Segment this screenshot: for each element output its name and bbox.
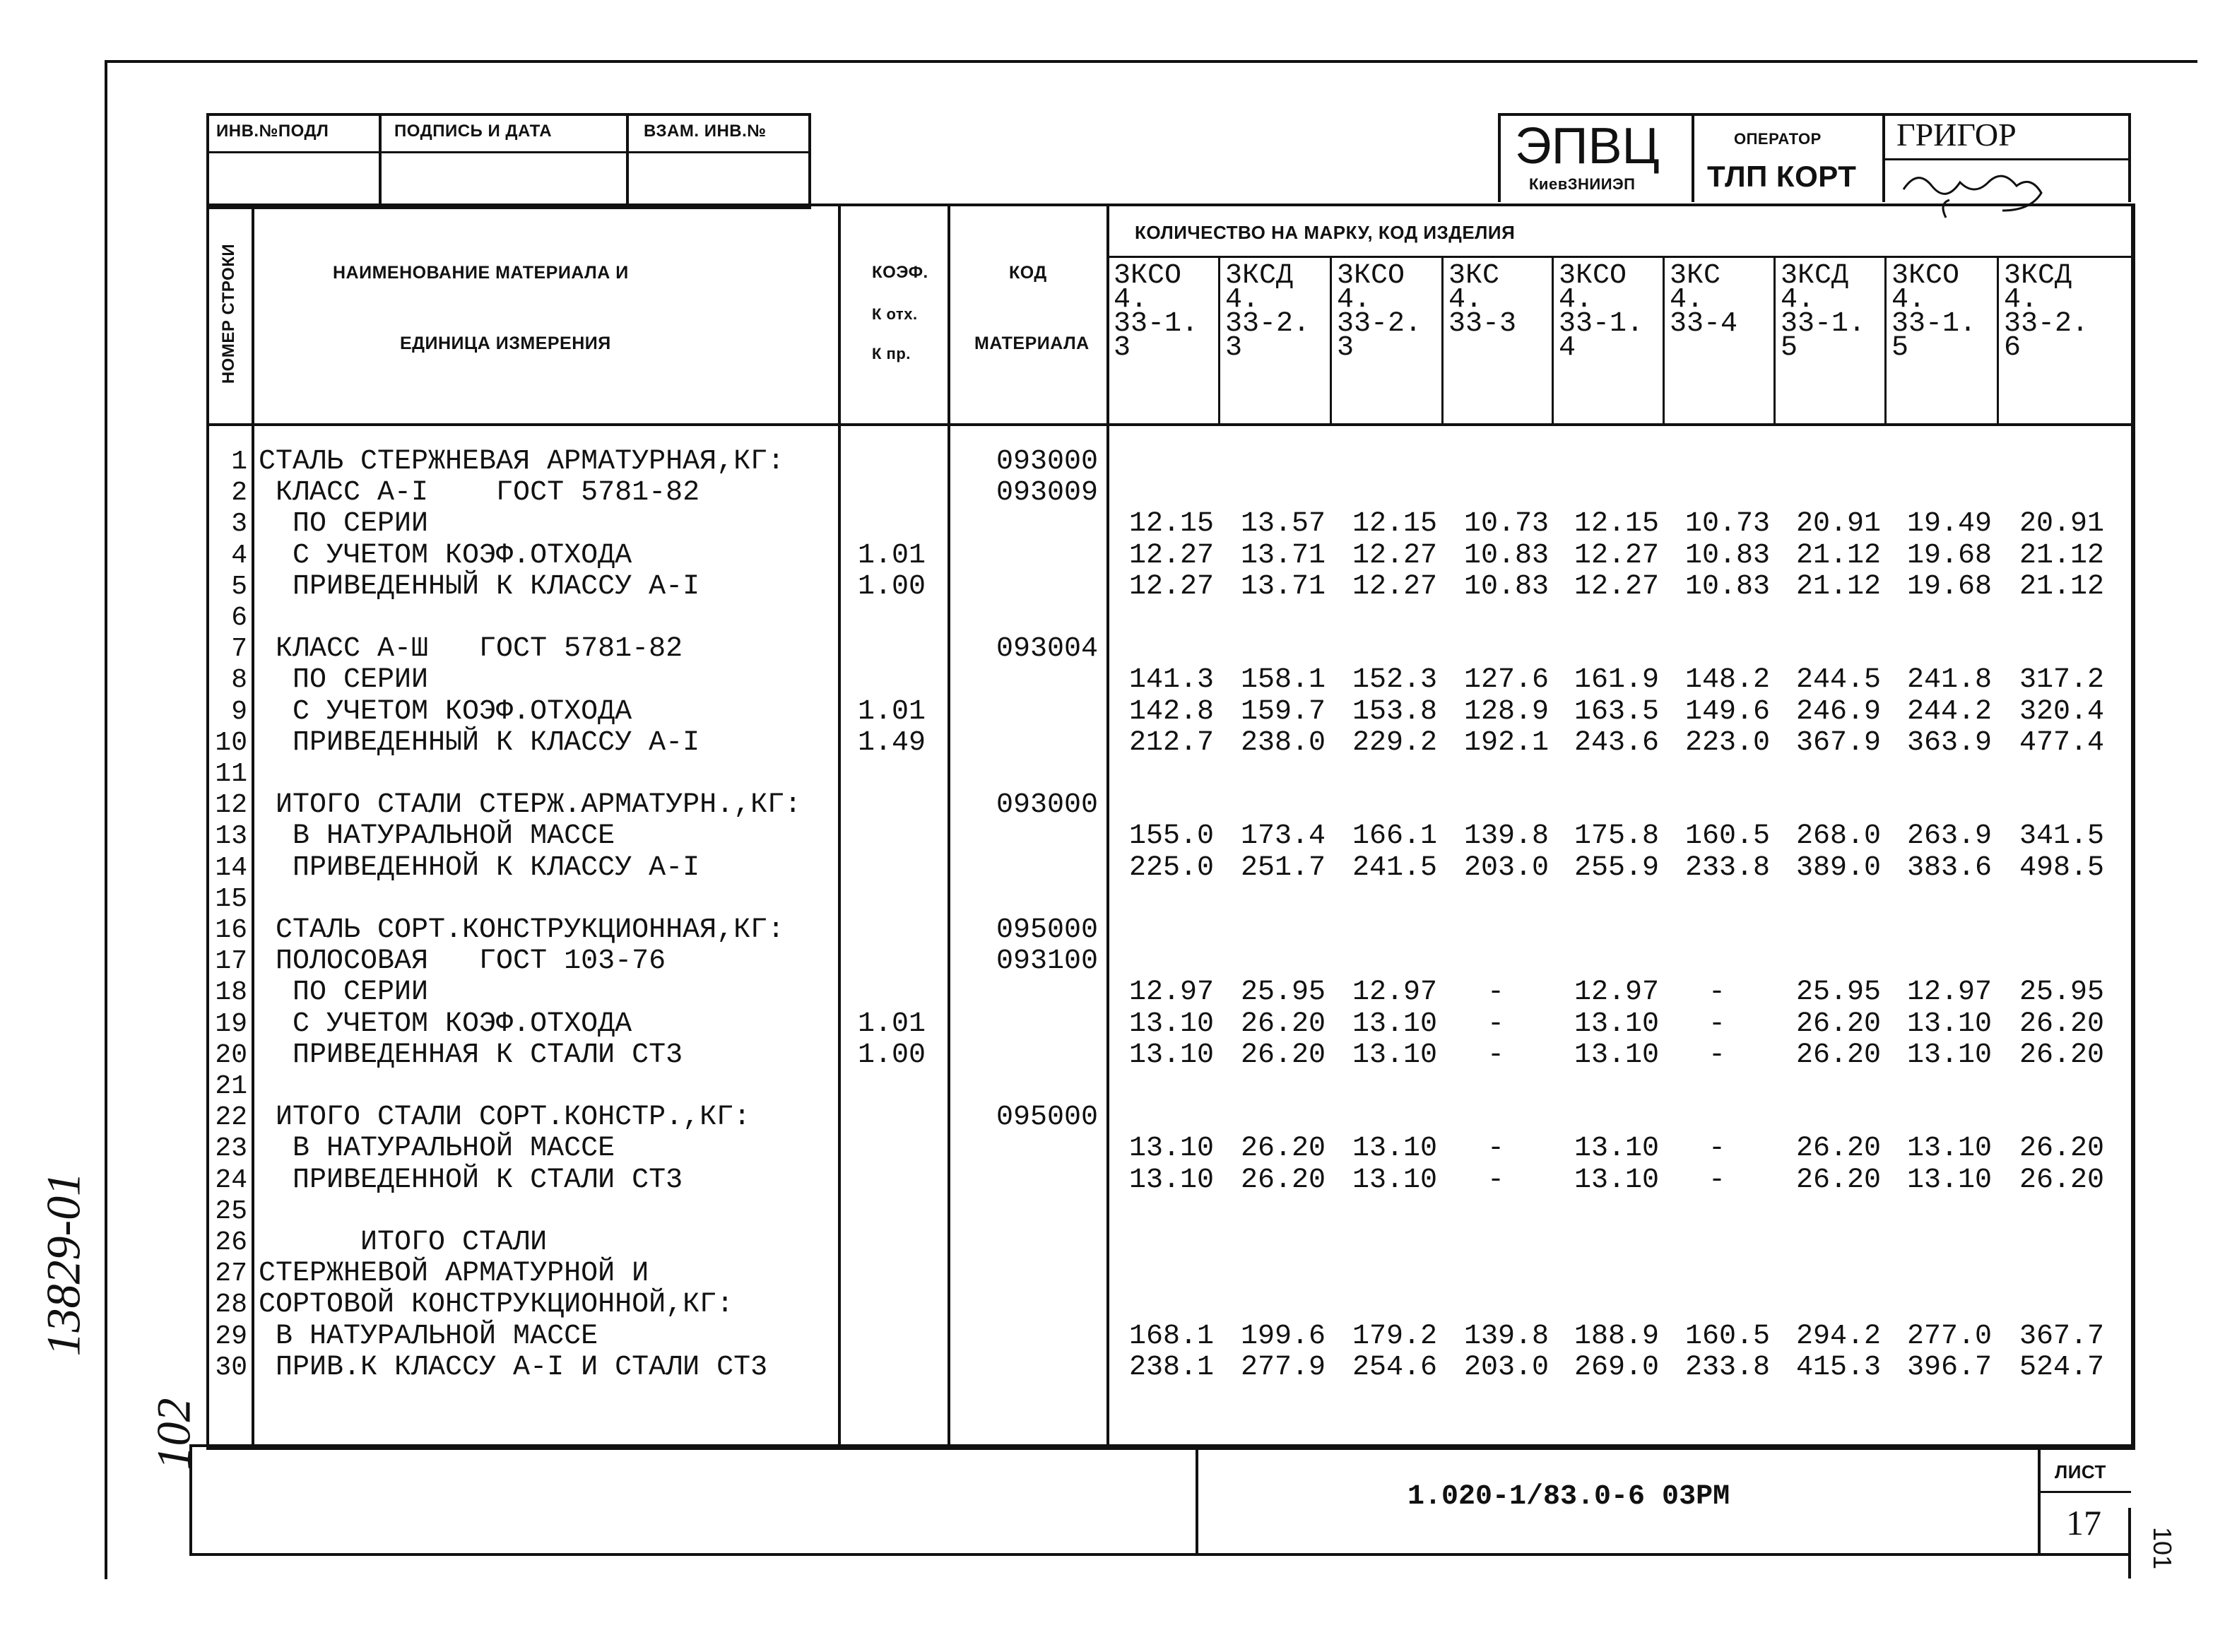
frame-left-line [105,60,107,1579]
quantity-cell: 238.0 [1240,726,1326,759]
table-body [209,447,2131,1436]
quantity-cell: 12.27 [1574,570,1659,603]
quantity-cell: 13.71 [1240,539,1326,572]
quantity-cell: 26.20 [1240,1039,1326,1071]
quantity-cell: 13.10 [1128,1133,1214,1165]
quantity-cell: 10.73 [1463,508,1549,541]
material-code-cell: 093100 [996,945,1098,978]
row-number: 20 [215,1039,247,1070]
quantity-cell: 26.20 [1795,1039,1881,1071]
title-block [1498,113,2131,202]
quantity-cell: 25.95 [2019,977,2104,1009]
row-number: 24 [215,1164,247,1196]
row-number: 14 [215,852,247,883]
quantity-cell: 294.2 [1795,1320,1881,1352]
coefficient-cell: 1.00 [857,570,926,603]
material-code-cell: 093004 [996,633,1098,666]
quantity-cell: 10.83 [1463,570,1549,603]
quantity-cell: 10.83 [1463,539,1549,572]
quantity-cell: 367.9 [1795,726,1881,759]
quantity-cell: 203.0 [1463,851,1549,884]
quantity-cell: 244.2 [1906,695,1992,728]
material-name-cell: ПО СЕРИИ [259,977,429,1009]
quantity-cell: 148.2 [1684,664,1770,697]
row-number: 29 [215,1321,247,1352]
quantity-cell: 26.20 [1240,1164,1326,1196]
quantity-cell: 141.3 [1128,664,1214,697]
quantity-cell: 26.20 [2019,1039,2104,1071]
material-name-cell: В НАТУРАЛЬНОЙ МАССЕ [259,1133,615,1165]
row-number: 17 [215,946,247,977]
quantity-cell: - [1487,1133,1504,1165]
quantity-cell: 12.97 [1574,977,1659,1009]
quantity-cell: - [1708,1039,1725,1071]
material-name-cell: ПРИВЕДЕННОЙ К КЛАССУ А-I [259,851,700,884]
quantity-cell: 13.10 [1352,1008,1437,1040]
material-name-cell: С УЧЕТОМ КОЭФ.ОТХОДА [259,1008,632,1040]
quantity-cell: 159.7 [1240,695,1326,728]
quantity-cell: 12.15 [1574,508,1659,541]
quantity-cell: 21.12 [1795,539,1881,572]
quantity-cell: 26.20 [1795,1164,1881,1196]
quantity-cell: 229.2 [1352,726,1437,759]
org-sub: КиевЗНИИЭП [1529,175,1636,193]
quantity-cell: 13.10 [1906,1164,1992,1196]
quantity-cell: 277.0 [1906,1320,1992,1352]
quantity-cell: 128.9 [1463,695,1549,728]
quantity-cell: 139.8 [1463,820,1549,853]
quantity-cell: 12.27 [1128,570,1214,603]
material-name-cell: ПРИВЕДЕННЫЙ К КЛАССУ А-I [259,726,700,759]
quantity-cell: 26.20 [2019,1164,2104,1196]
product-column-header: 3КСО 4. 33-1. 3 [1114,260,1199,364]
quantity-cell: 161.9 [1574,664,1659,697]
quantity-cell: 173.4 [1240,820,1326,853]
row-number: 10 [215,727,247,758]
quantity-cell: 524.7 [2019,1351,2104,1383]
quantity-cell: 155.0 [1128,820,1214,853]
quantity-cell: 21.12 [2019,570,2104,603]
row-number-header: НОМЕР СТРОКИ [219,243,238,384]
quantity-cell: 21.12 [1795,570,1881,603]
stamp-vzam-inv: ВЗАМ. ИНВ.№ [644,122,767,141]
quantity-cell: - [1487,1008,1504,1040]
quantity-cell: 13.10 [1128,1039,1214,1071]
quantity-cell: 246.9 [1795,695,1881,728]
quantity-cell: 269.0 [1574,1351,1659,1383]
quantity-cell: 153.8 [1352,695,1437,728]
material-code-cell: 095000 [996,914,1098,946]
material-name-cell: СТАЛЬ СТЕРЖНЕВАЯ АРМАТУРНАЯ,КГ: [259,446,785,478]
sheet-number: 17 [2066,1503,2101,1542]
product-column-header: 3КСД 4. 33-2. 3 [1225,260,1311,364]
quantity-cell: 20.91 [2019,508,2104,541]
quantity-cell: 25.95 [1240,977,1326,1009]
quantity-cell: 149.6 [1684,695,1770,728]
quantity-cell: 13.10 [1352,1164,1437,1196]
quantity-cell: 13.10 [1574,1039,1659,1071]
quantity-cell: 142.8 [1128,695,1214,728]
quantity-cell: 238.1 [1128,1351,1214,1383]
quantity-cell: 158.1 [1240,664,1326,697]
row-number: 13 [215,821,247,852]
material-name-cell: ПО СЕРИИ [259,508,429,541]
quantity-cell: 199.6 [1240,1320,1326,1352]
quantity-cell: 263.9 [1906,820,1992,853]
quantity-cell: 241.5 [1352,851,1437,884]
product-column-header: 3КСО 4. 33-2. 3 [1337,260,1422,364]
quantity-cell: 139.8 [1463,1320,1549,1352]
quantity-cell: 383.6 [1906,851,1992,884]
quantity-cell: - [1708,1008,1725,1040]
product-column-header: 3КС 4. 33-4 [1670,260,1738,340]
quantity-cell: 251.7 [1240,851,1326,884]
row-number: 26 [215,1227,247,1258]
quantity-cell: 13.10 [1574,1164,1659,1196]
row-number: 6 [231,603,247,633]
quantity-cell: 254.6 [1352,1351,1437,1383]
quantity-cell: 12.27 [1574,539,1659,572]
material-name-cell: С УЧЕТОМ КОЭФ.ОТХОДА [259,539,632,572]
quantity-cell: - [1708,977,1725,1009]
row-number: 18 [215,977,247,1008]
quantity-cell: 160.5 [1684,820,1770,853]
row-number: 4 [231,540,247,571]
operator-value: ТЛП КОРТ [1707,160,1857,193]
quantity-cell: 26.20 [1240,1133,1326,1165]
quantity-cell: 13.10 [1906,1039,1992,1071]
operator-label: ОПЕРАТОР [1734,130,1822,148]
quantity-cell: 10.73 [1684,508,1770,541]
quantity-cell: 20.91 [1795,508,1881,541]
quantity-cell: 268.0 [1795,820,1881,853]
org-name: ЭПВЦ [1515,118,1660,175]
quantity-cell: 320.4 [2019,695,2104,728]
quantity-cell: 19.68 [1906,570,1992,603]
corner-tick [2128,1508,2131,1579]
quantity-cell: 415.3 [1795,1351,1881,1383]
quantity-cell: 26.20 [2019,1008,2104,1040]
quantity-cell: 192.1 [1463,726,1549,759]
quantity-cell: 166.1 [1352,820,1437,853]
quantity-cell: 12.27 [1128,539,1214,572]
quantity-cell: 26.20 [1795,1133,1881,1165]
material-name-cell: ПРИВЕДЕННАЯ К СТАЛИ СТ3 [259,1039,683,1071]
row-number: 16 [215,915,247,945]
quantity-cell: 233.8 [1684,851,1770,884]
quantity-cell: 244.5 [1795,664,1881,697]
stamp-inv-podl: ИНВ.№ПОДЛ [216,122,329,141]
material-name-cell: ПРИВ.К КЛАССУ А-I И СТАЛИ СТ3 [259,1351,768,1383]
quantity-cell: 10.83 [1684,539,1770,572]
quantity-cell: 13.10 [1352,1039,1437,1071]
quantity-cell: 212.7 [1128,726,1214,759]
quantity-cell: 26.20 [1240,1008,1326,1040]
quantity-cell: 168.1 [1128,1320,1214,1352]
material-name-cell: ИТОГО СТАЛИ СОРТ.КОНСТР.,КГ: [259,1102,751,1134]
quantity-cell: 175.8 [1574,820,1659,853]
quantity-cell: 241.8 [1906,664,1992,697]
product-column-header: 3КС 4. 33-3 [1448,260,1517,340]
material-name-cell: КЛАСС А-Ш ГОСТ 5781-82 [259,633,683,666]
quantity-cell: 13.71 [1240,570,1326,603]
material-code-cell: 093009 [996,477,1098,509]
quantity-cell: 243.6 [1574,726,1659,759]
material-code-cell: 095000 [996,1102,1098,1134]
quantity-cell: 12.97 [1352,977,1437,1009]
quantity-cell: 179.2 [1352,1320,1437,1352]
margin-page: 102 [146,1398,201,1470]
quantity-header: КОЛИЧЕСТВО НА МАРКУ, КОД ИЗДЕЛИЯ [1135,222,1516,243]
material-name-cell: ИТОГО СТАЛИ СТЕРЖ.АРМАТУРН.,КГ: [259,789,802,822]
row-number: 2 [231,478,247,509]
quantity-cell: 163.5 [1574,695,1659,728]
coef-header-3: К пр. [872,345,911,362]
row-number: 19 [215,1008,247,1039]
row-number: 25 [215,1196,247,1227]
material-name-cell: СОРТОВОЙ КОНСТРУКЦИОННОЙ,КГ: [259,1289,734,1321]
frame-top-line [106,60,2197,63]
row-number: 28 [215,1290,247,1321]
row-number: 22 [215,1102,247,1133]
quantity-cell: 160.5 [1684,1320,1770,1352]
coefficient-cell: 1.01 [857,539,926,572]
material-name-cell: ПОЛОСОВАЯ ГОСТ 103-76 [259,945,666,978]
quantity-cell: 255.9 [1574,851,1659,884]
quantity-cell: 223.0 [1684,726,1770,759]
quantity-cell: 13.10 [1574,1133,1659,1165]
product-column-header: 3КСО 4. 33-1. 5 [1891,260,1977,364]
quantity-cell: 12.97 [1906,977,1992,1009]
quantity-cell: 498.5 [2019,851,2104,884]
quantity-cell: 389.0 [1795,851,1881,884]
quantity-cell: - [1487,1164,1504,1196]
product-column-header: 3КСО 4. 33-1. 4 [1559,260,1644,364]
row-number: 8 [231,665,247,696]
row-number: 30 [215,1352,247,1383]
coefficient-cell: 1.00 [857,1039,926,1071]
code-header-2: МАТЕРИАЛА [974,334,1090,353]
quantity-cell: 13.10 [1128,1008,1214,1040]
material-name-header-2: ЕДИНИЦА ИЗМЕРЕНИЯ [400,334,611,353]
stamp-signature-date: ПОДПИСЬ И ДАТА [394,122,553,141]
quantity-cell: - [1708,1133,1725,1165]
coefficient-cell: 1.01 [857,695,926,728]
quantity-cell: - [1708,1164,1725,1196]
quantity-cell: 25.95 [1795,977,1881,1009]
row-number: 23 [215,1133,247,1164]
quantity-cell: 12.15 [1128,508,1214,541]
material-name-cell: СТАЛЬ СОРТ.КОНСТРУКЦИОННАЯ,КГ: [259,914,785,946]
material-name-cell: В НАТУРАЛЬНОЙ МАССЕ [259,1320,598,1352]
quantity-cell: 26.20 [2019,1133,2104,1165]
row-number: 5 [231,571,247,602]
main-table [206,203,2135,1450]
quantity-cell: 10.83 [1684,570,1770,603]
row-number: 11 [215,759,247,789]
material-code-cell: 093000 [996,789,1098,822]
corner-page: 101 [2148,1526,2178,1570]
material-name-header-1: НАИМЕНОВАНИЕ МАТЕРИАЛА И [333,263,629,283]
row-number: 1 [231,447,247,477]
footer-block [189,1444,2131,1556]
stamp-block [206,113,811,209]
quantity-cell: 13.10 [1906,1133,1992,1165]
sheet-label: ЛИСТ [2055,1461,2106,1482]
quantity-cell: 203.0 [1463,1351,1549,1383]
row-number: 12 [215,790,247,821]
material-name-cell: ПО СЕРИИ [259,664,429,697]
quantity-cell: 13.57 [1240,508,1326,541]
quantity-cell: 127.6 [1463,664,1549,697]
quantity-cell: 477.4 [2019,726,2104,759]
material-code-cell: 093000 [996,446,1098,478]
material-name-cell: ПРИВЕДЕННЫЙ К КЛАССУ А-I [259,570,700,603]
material-name-cell: КЛАСС А-I ГОСТ 5781-82 [259,477,700,509]
product-column-header: 3КСД 4. 33-1. 5 [1781,260,1866,364]
document-code: 1.020-1/83.0-6 03РМ [1407,1481,1730,1513]
quantity-cell: 277.9 [1240,1351,1326,1383]
quantity-cell: - [1487,1039,1504,1071]
coefficient-cell: 1.01 [857,1008,926,1040]
material-name-cell: ИТОГО СТАЛИ [259,1227,548,1258]
quantity-cell: 396.7 [1906,1351,1992,1383]
operator-name: ГРИГОР [1896,117,2017,153]
product-column-header: 3КСД 4. 33-2. 6 [2004,260,2089,364]
quantity-cell: 233.8 [1684,1351,1770,1383]
row-number: 27 [215,1258,247,1290]
material-name-cell: В НАТУРАЛЬНОЙ МАССЕ [259,820,615,853]
quantity-cell: 13.10 [1352,1133,1437,1165]
quantity-cell: 12.27 [1352,539,1437,572]
quantity-cell: - [1487,977,1504,1009]
quantity-cell: 19.49 [1906,508,1992,541]
quantity-cell: 19.68 [1906,539,1992,572]
quantity-cell: 13.10 [1906,1008,1992,1040]
quantity-cell: 341.5 [2019,820,2104,853]
quantity-cell: 12.27 [1352,570,1437,603]
quantity-cell: 13.10 [1574,1008,1659,1040]
row-number: 3 [231,509,247,540]
quantity-cell: 13.10 [1128,1164,1214,1196]
quantity-cell: 363.9 [1906,726,1992,759]
quantity-cell: 26.20 [1795,1008,1881,1040]
material-name-cell: ПРИВЕДЕННОЙ К СТАЛИ СТ3 [259,1164,683,1196]
quantity-cell: 12.97 [1128,977,1214,1009]
margin-code: 13829-01 [36,1172,90,1357]
row-number: 9 [231,696,247,727]
material-name-cell: С УЧЕТОМ КОЭФ.ОТХОДА [259,695,632,728]
quantity-cell: 152.3 [1352,664,1437,697]
quantity-cell: 12.15 [1352,508,1437,541]
coefficient-cell: 1.49 [857,726,926,759]
quantity-cell: 367.7 [2019,1320,2104,1352]
coef-header-1: КОЭФ. [872,263,928,282]
coef-header-2: К отх. [872,305,918,323]
row-number: 15 [215,883,247,914]
quantity-cell: 21.12 [2019,539,2104,572]
material-name-cell: СТЕРЖНЕВОЙ АРМАТУРНОЙ И [259,1258,649,1290]
quantity-cell: 188.9 [1574,1320,1659,1352]
code-header-1: КОД [1009,263,1047,283]
quantity-cell: 225.0 [1128,851,1214,884]
quantity-cell: 317.2 [2019,664,2104,697]
row-number: 21 [215,1071,247,1102]
row-number: 7 [231,634,247,665]
